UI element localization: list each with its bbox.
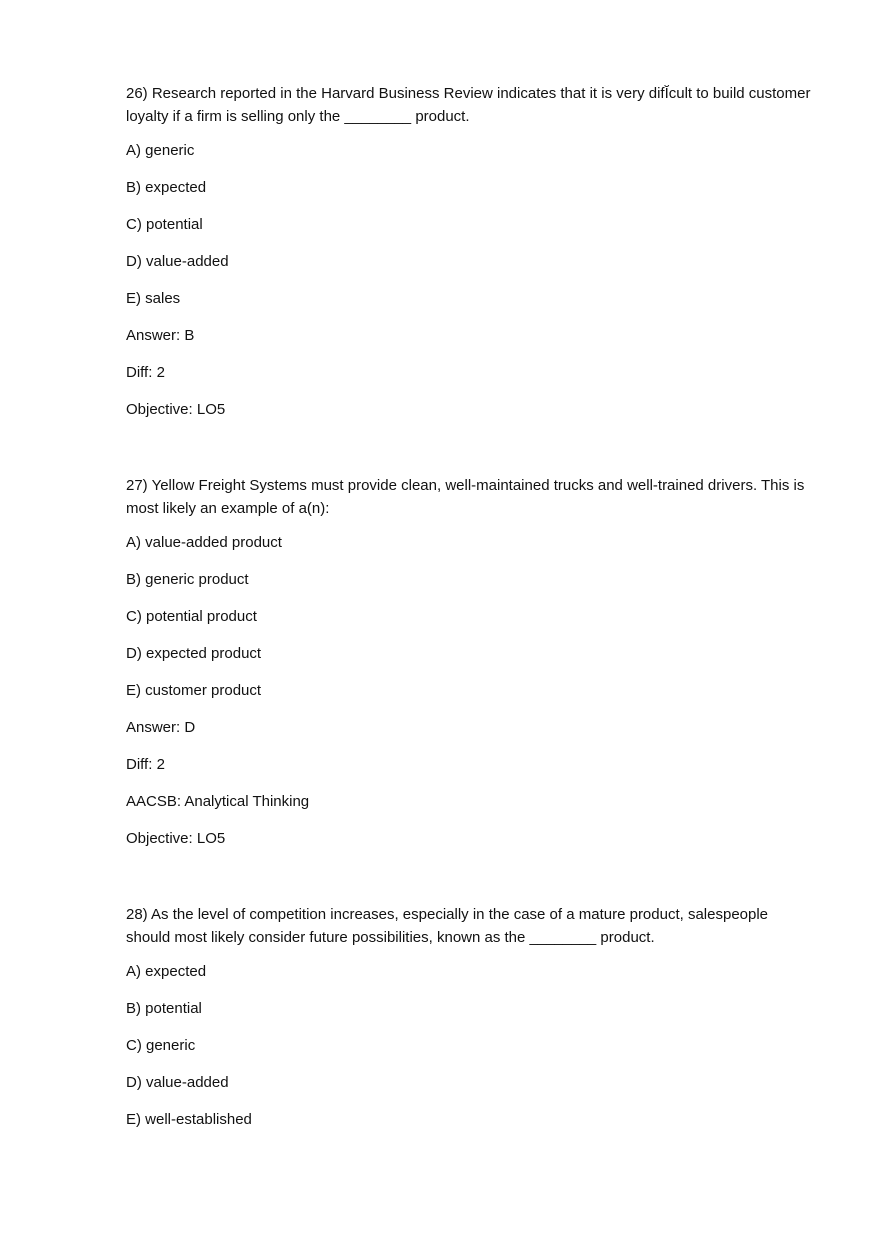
difficulty-line: Diff: 2: [126, 364, 165, 381]
option-e: E) customer product: [126, 682, 262, 699]
difficulty-line: Diff: 2: [126, 756, 165, 773]
question-stem: 27) Yellow Freight Systems must provide clean, well-maintained trucks and well-trained drivers. This is most likely an example of a(n):: [126, 477, 805, 517]
option-d: D) expected product: [126, 645, 262, 662]
option-a: A) expected: [126, 963, 207, 980]
option-d: D) value-added: [126, 253, 229, 270]
option-b: B) potential: [126, 1000, 202, 1017]
objective-line: Objective: LO5: [126, 401, 226, 418]
question-28: [126, 903, 816, 1131]
aacsb-line: AACSB: Analytical Thinking: [126, 793, 310, 810]
question-stem: 28) As the level of competition increases, especially in the case of a mature product, salespeople should most likely consider future possibilities, known as the ________ product.: [126, 906, 769, 946]
question-stem: 26) Research reported in the Harvard Business Review indicates that it is very difĬcult to build customer loyalty if a firm is selling only the ________ product.: [126, 85, 811, 125]
document-page: [126, 82, 816, 1146]
option-c: C) generic: [126, 1037, 196, 1054]
option-c: C) potential product: [126, 608, 257, 625]
option-b: B) expected: [126, 179, 207, 196]
option-e: E) well-established: [126, 1111, 252, 1128]
objective-line: Objective: LO5: [126, 830, 226, 847]
option-b: B) generic product: [126, 571, 249, 588]
question-26: [126, 82, 816, 421]
answer-line: Answer: D: [126, 719, 196, 736]
option-c: C) potential: [126, 216, 203, 233]
option-a: A) value-added product: [126, 534, 282, 551]
option-e: E) sales: [126, 290, 181, 307]
question-27: [126, 474, 816, 850]
option-a: A) generic: [126, 142, 195, 159]
option-d: D) value-added: [126, 1074, 229, 1091]
answer-line: Answer: B: [126, 327, 195, 344]
